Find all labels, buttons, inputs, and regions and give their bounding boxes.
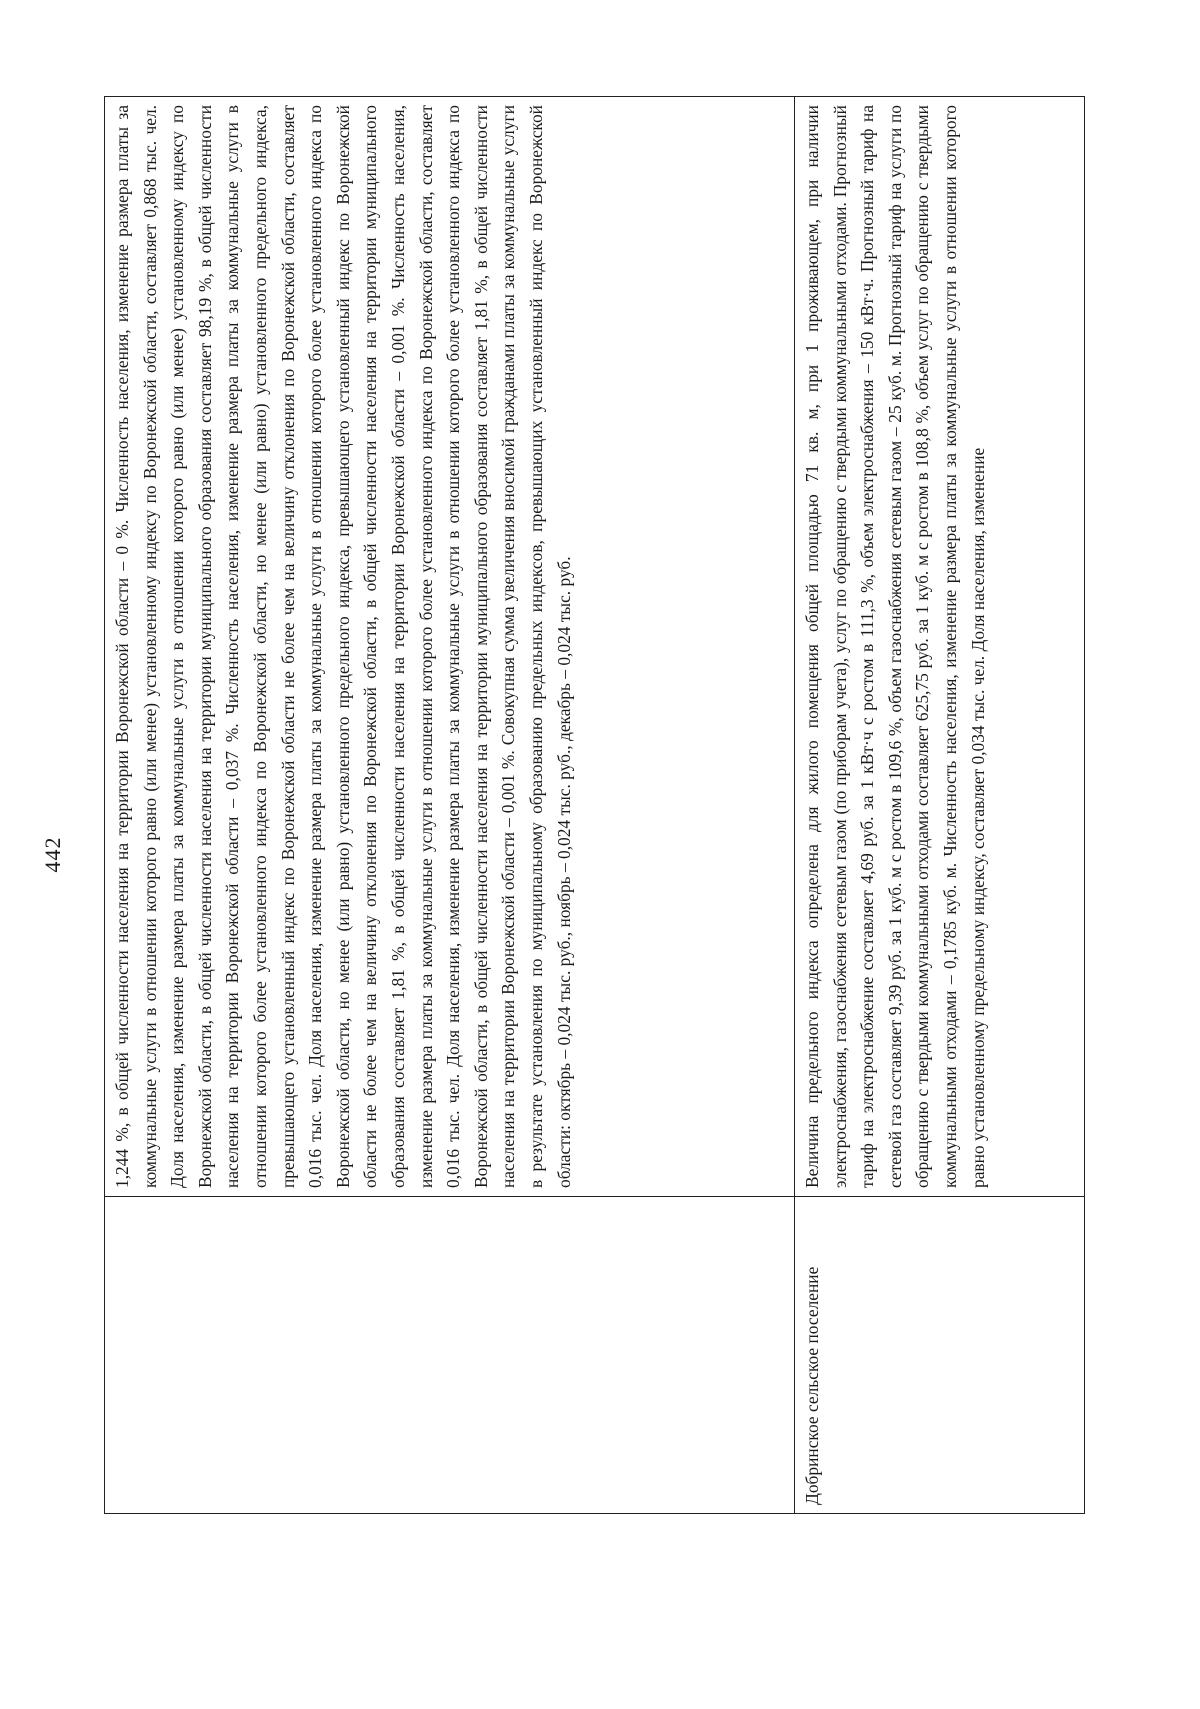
description-text-cell: Величина предельного индекса определена для жилого помещения общей площадью 71 кв. м, при 1 проживающем, при наличии электроснабжения, газоснабжения сетевым газом (по приборам учета), услуг по обращению с твердыми коммунальными отходами. Прогнозный тариф на электроснабжение составляет 4,69 руб. за 1 кВт·ч с ростом в 111,3 %, объем электроснабжения – 150 кВт·ч. Прогнозный тариф на сетевой газ составляет 9,39 руб. за 1 куб. м с ростом в 109,6 %, объем газоснабжения сетевым газом – 25 куб. м. Прогнозный тариф на услуги по обращению с твердыми коммунальными отходами составляет 625,75 руб. за 1 куб. м с ростом в 108,8 %, объем услуг по обращению с твердыми коммунальными отходами – 0,1785 куб. м. Численность населения, изменение размера платы за коммунальные услуги в отношении которого равно установленному предельному индексу, составляет 0,034 тыс. чел. Доля населения, изменение <box>795 97 1085 1197</box>
document-table <box>104 96 1085 1514</box>
page-number: 442 <box>40 836 65 873</box>
settlement-name-cell: Добринское сельское поселение <box>795 1197 1085 1514</box>
table-row <box>795 97 1085 1514</box>
settlement-name-cell <box>105 1197 795 1514</box>
table-row <box>105 97 795 1514</box>
description-text-cell: 1,244 %, в общей численности населения на территории Воронежской области – 0 %. Численность населения, изменение размера платы за коммунальные услуги в отношении которого равно (или менее) установленному индексу по Воронежской области, составляет 0,868 тыс. чел. Доля населения, изменение размера платы за коммунальные услуги в отношении которого равно (или менее) установленному индексу по Воронежской области, в общей численности населения на территории муниципального образования составляет 98,19 %, в общей численности населения на территории Воронежской области – 0,037 %. Численность населения, изменение размера платы за коммунальные услуги в отношении которого более установленного индекса по Воронежской области, но менее (или равно) установленного предельного индекса, превышающего установленный индекс по Воронежской области не более чем на величину отклонения по Воронежской области, составляет 0,016 тыс. чел. Доля населения, изменение размера платы за коммунальные услуги в отношении которого более установленного индекса по Воронежской области, но менее (или равно) установленного предельного индекса, превышающего установленный индекс по Воронежской области не более чем на величину отклонения по Воронежской области, в общей численности населения на территории муниципального образования составляет 1,81 %, в общей численности населения на территории Воронежской области – 0,001 %. Численность населения, изменение размера платы за коммунальные услуги в отношении которого более установленного индекса по Воронежской области, составляет 0,016 тыс. чел. Доля населения, изменение размера платы за коммунальные услуги в отношении которого более установленного индекса по Воронежской области, в общей численности населения на территории муниципального образования составляет 1,81 %, в общей численности населения на территории Воронежской области – 0,001 %. Совокупная сумма увеличения вносимой гражданами платы за коммунальные услуги в результате установления по муниципальному образованию предельных индексов, превышающих установленный индекс по Воронежской области: октябрь – 0,024 тыс. руб., ноябрь – 0,024 тыс. руб., декабрь – 0,024 тыс. руб. <box>105 97 795 1197</box>
